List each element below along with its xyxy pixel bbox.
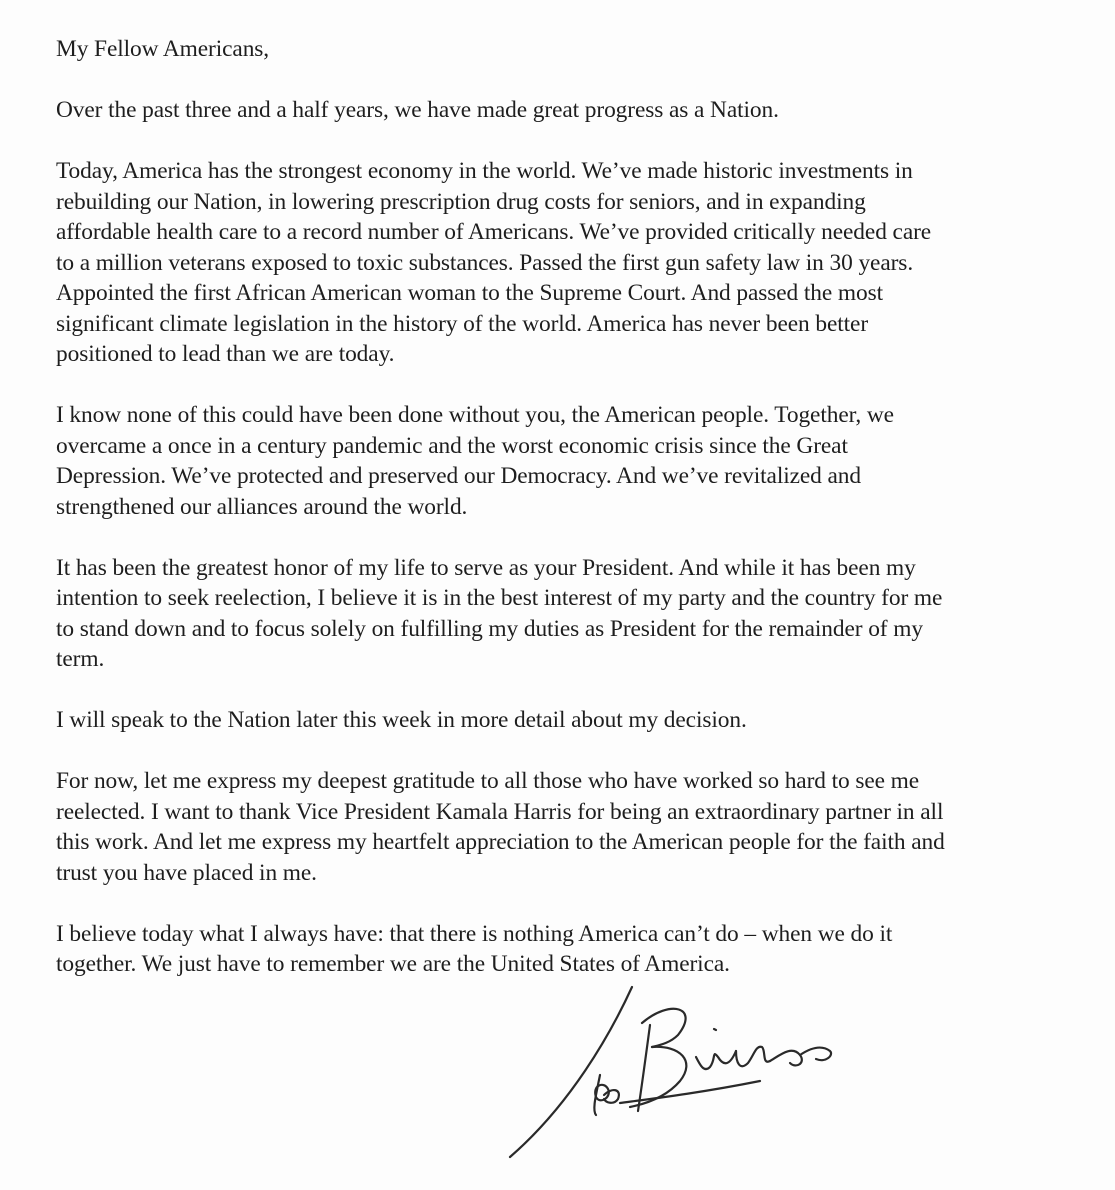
paragraph-together: I know none of this could have been done without you, the American people. Together, we overcame a once in a century pandemic and the worst economic crisis since the Great Depression. We’ve protected and preserved our Democracy. And we’ve revitalized and strengthened our alliances around the world.	[56, 402, 894, 520]
signature-image	[500, 985, 860, 1175]
paragraph-gratitude: For now, let me express my deepest gratitude to all those who have worked so hard to see me reelected. I want to thank Vice President Kamala Harris for being an extraordinary partner in all this work. And let me express my heartfelt appreciation to the American people for the faith and trust you have placed in me.	[56, 768, 945, 886]
signature	[500, 985, 860, 1175]
paragraph-progress: Over the past three and a half years, we have made great progress as a Nation.	[56, 97, 779, 123]
paragraph-stand-down: It has been the greatest honor of my life to serve as your President. And while it has been my intention to seek reelection, I believe it is in the best interest of my party and the country for me to stand down and to focus solely on fulfilling my duties as President for the remainder of my term.	[56, 554, 943, 672]
salutation: My Fellow Americans,	[56, 36, 270, 62]
paragraph-closing: I believe today what I always have: that there is nothing America can’t do – when we do it together. We just have to remember we are the United States of America.	[56, 920, 893, 977]
letter-body	[56, 34, 1086, 1010]
paragraph-speak-later: I will speak to the Nation later this week in more detail about my decision.	[56, 707, 747, 733]
paragraph-economy: Today, America has the strongest economy in the world. We’ve made historic investments in rebuilding our Nation, in lowering prescription drug costs for seniors, and in expanding affordable health care to a record number of Americans. We’ve provided critically needed care to a million veterans exposed to toxic substances. Passed the first gun safety law in 30 years. Appointed the first African American woman to the Supreme Court. And passed the most significant climate legislation in the history of the world. America has never been better positioned to lead than we are today.	[56, 158, 932, 367]
